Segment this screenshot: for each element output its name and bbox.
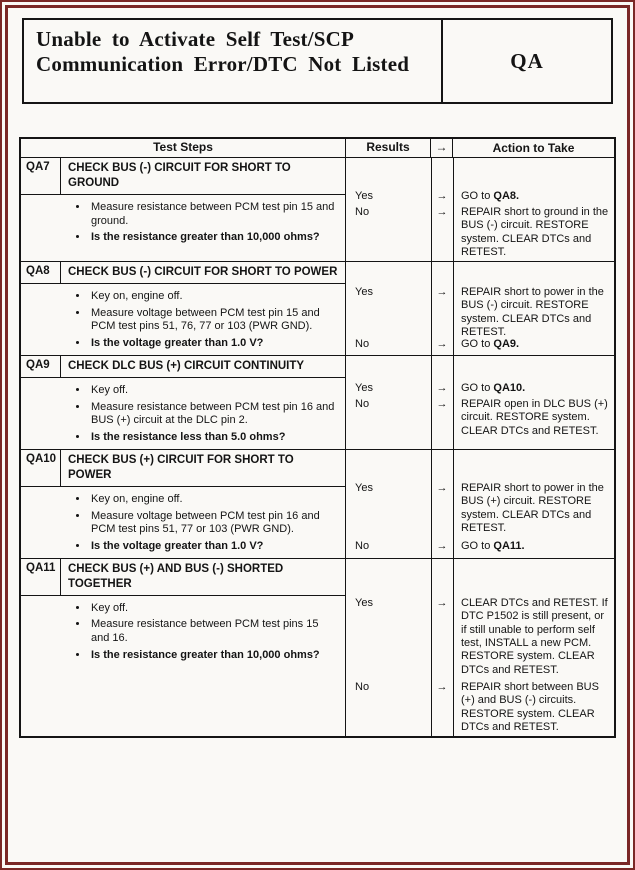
test-steps-cell	[21, 450, 346, 558]
result-label: Yes	[355, 381, 373, 394]
results-action-cell	[346, 559, 614, 736]
result-entry	[346, 190, 614, 203]
step-item: • Key on, engine off.	[89, 493, 337, 507]
action-text: REPAIR short to power in the BUS (+) circuit. RESTORE system. CLEAR DTCs and RETEST.	[461, 481, 604, 535]
step-item-question: • Is the voltage greater than 1.0 V?	[89, 337, 337, 351]
result-entry	[346, 382, 614, 395]
step-title: CHECK DLC BUS (+) CIRCUIT CONTINUITY	[68, 359, 305, 372]
action-header: Action to Take	[492, 141, 575, 155]
arrow-icon: →	[436, 397, 448, 410]
results-action-cell	[346, 158, 614, 261]
step-list	[21, 384, 337, 445]
results-action-cell	[346, 450, 614, 558]
go-target: QA11.	[493, 540, 525, 553]
action-text: CLEAR DTCs and RETEST. If DTC P1502 is still present, or if still unable to perform self test, INSTALL a new PCM. RESTORE system. CLEAR DTCs and RETEST.	[461, 596, 608, 676]
step-title-bar	[21, 262, 345, 284]
pinpoint-test-table	[19, 137, 616, 738]
action-text	[453, 190, 614, 203]
step-id: QA8	[21, 262, 61, 283]
step-item: • Key on, engine off.	[89, 290, 337, 304]
step-title: CHECK BUS (-) CIRCUIT FOR SHORT TO POWER	[68, 266, 338, 278]
step-title-bar	[21, 559, 345, 596]
step-item: • Key off.	[89, 602, 337, 616]
step-title: CHECK BUS (-) CIRCUIT FOR SHORT TO GROUND	[68, 162, 291, 189]
step-id: QA11	[21, 559, 61, 595]
results-action-cell	[346, 356, 614, 449]
table-row-qa10	[21, 450, 614, 559]
step-item: • Key off.	[89, 384, 337, 398]
results-action-cell	[346, 262, 614, 355]
arrow-icon: →	[436, 190, 448, 202]
arrow-icon: →	[436, 540, 448, 553]
test-steps-cell	[21, 158, 346, 261]
test-steps-cell	[21, 262, 346, 355]
action-prefix: GO to	[461, 190, 494, 202]
action-prefix: GO to	[461, 381, 494, 394]
action-text: REPAIR short to ground in the BUS (-) circuit. RESTORE system. CLEAR DTCs and RETEST.	[461, 206, 609, 259]
pinpoint-test-code: QA	[441, 20, 611, 102]
step-title-bar	[21, 450, 345, 487]
step-item-question: • Is the resistance less than 5.0 ohms?	[89, 431, 337, 445]
result-label: No	[355, 540, 370, 553]
arrow-icon: →	[436, 680, 448, 693]
step-title: CHECK BUS (+) CIRCUIT FOR SHORT TO POWER	[68, 453, 294, 481]
step-id: QA10	[21, 450, 61, 486]
action-text: REPAIR short to power in the BUS (-) circuit. RESTORE system. CLEAR DTCs and RETEST.	[461, 286, 604, 339]
action-text: REPAIR open in DLC BUS (+) circuit. RESTORE system. CLEAR DTCs and RETEST.	[461, 397, 608, 437]
result-label: No	[355, 206, 370, 218]
arrow-icon: →	[436, 596, 448, 609]
page-inner-frame	[5, 5, 630, 865]
action-text: REPAIR short between BUS (+) and BUS (-) circuits. RESTORE system. CLEAR DTCs and RETEST.	[461, 680, 599, 733]
step-title-bar	[21, 356, 345, 378]
result-entry	[346, 286, 614, 340]
go-target: QA10.	[493, 381, 526, 394]
step-id: QA9	[21, 356, 61, 377]
step-list	[21, 201, 337, 245]
arrow-icon: →	[436, 481, 448, 494]
action-prefix: GO to	[461, 540, 494, 553]
results-header: Results	[346, 139, 431, 157]
page-title: Unable to Activate Self Test/SCP Communication Error/DTC Not Listed	[36, 27, 410, 76]
step-list	[21, 602, 337, 663]
step-list	[21, 290, 337, 351]
step-item: • Measure resistance between PCM test pin 15 and ground.	[89, 201, 337, 229]
result-label: No	[355, 680, 370, 693]
result-label: No	[355, 397, 370, 410]
arrow-icon: →	[436, 206, 448, 218]
result-label: Yes	[355, 481, 373, 494]
step-item-question: • Is the resistance greater than 10,000 ohms?	[89, 231, 337, 245]
result-label: Yes	[355, 286, 373, 298]
table-row-qa8	[21, 262, 614, 356]
arrow-icon: →	[436, 337, 448, 350]
step-item: • Measure voltage between PCM test pin 16 and PCM test pins 51, 77 or 103 (PWR GND).	[89, 510, 337, 538]
table-header-row	[21, 139, 614, 158]
result-entry	[346, 482, 614, 536]
result-label: Yes	[355, 596, 373, 609]
step-item-question: • Is the voltage greater than 1.0 V?	[89, 540, 337, 554]
result-entry	[346, 540, 614, 553]
result-entry	[346, 206, 614, 260]
action-text	[453, 540, 614, 553]
test-steps-cell	[21, 356, 346, 449]
go-target: QA9.	[493, 337, 520, 350]
step-item: • Measure resistance between PCM test pins 15 and 16.	[89, 618, 337, 646]
step-item-question: • Is the resistance greater than 10,000 ohms?	[89, 649, 337, 663]
arrow-header-icon: →	[431, 139, 453, 157]
step-title: CHECK BUS (+) AND BUS (-) SHORTED TOGETHER	[68, 562, 284, 590]
result-label: Yes	[355, 190, 373, 202]
test-steps-cell	[21, 559, 346, 736]
go-target: QA8.	[493, 190, 520, 202]
step-id: QA7	[21, 158, 61, 194]
action-prefix: GO to	[461, 337, 494, 350]
table-row-qa11	[21, 559, 614, 736]
step-title-bar	[21, 158, 345, 195]
arrow-icon: →	[436, 381, 448, 394]
action-text	[453, 338, 614, 351]
step-item: • Measure voltage between PCM test pin 15 and PCM test pins 51, 76, 77 or 103 (PWR GND).	[89, 307, 337, 335]
table-row-qa9	[21, 356, 614, 450]
result-entry	[346, 597, 614, 677]
step-list	[21, 493, 337, 554]
result-entry	[346, 398, 614, 438]
result-entry	[346, 681, 614, 735]
header-box	[22, 18, 613, 104]
result-label: No	[355, 337, 370, 350]
result-entry	[346, 338, 614, 351]
action-text	[453, 382, 614, 395]
arrow-icon: →	[436, 286, 448, 298]
test-steps-header: Test Steps	[21, 139, 346, 157]
step-item: • Measure resistance between PCM test pin 16 and BUS (+) circuit at the DLC pin 2.	[89, 401, 337, 429]
table-row-qa7	[21, 158, 614, 262]
